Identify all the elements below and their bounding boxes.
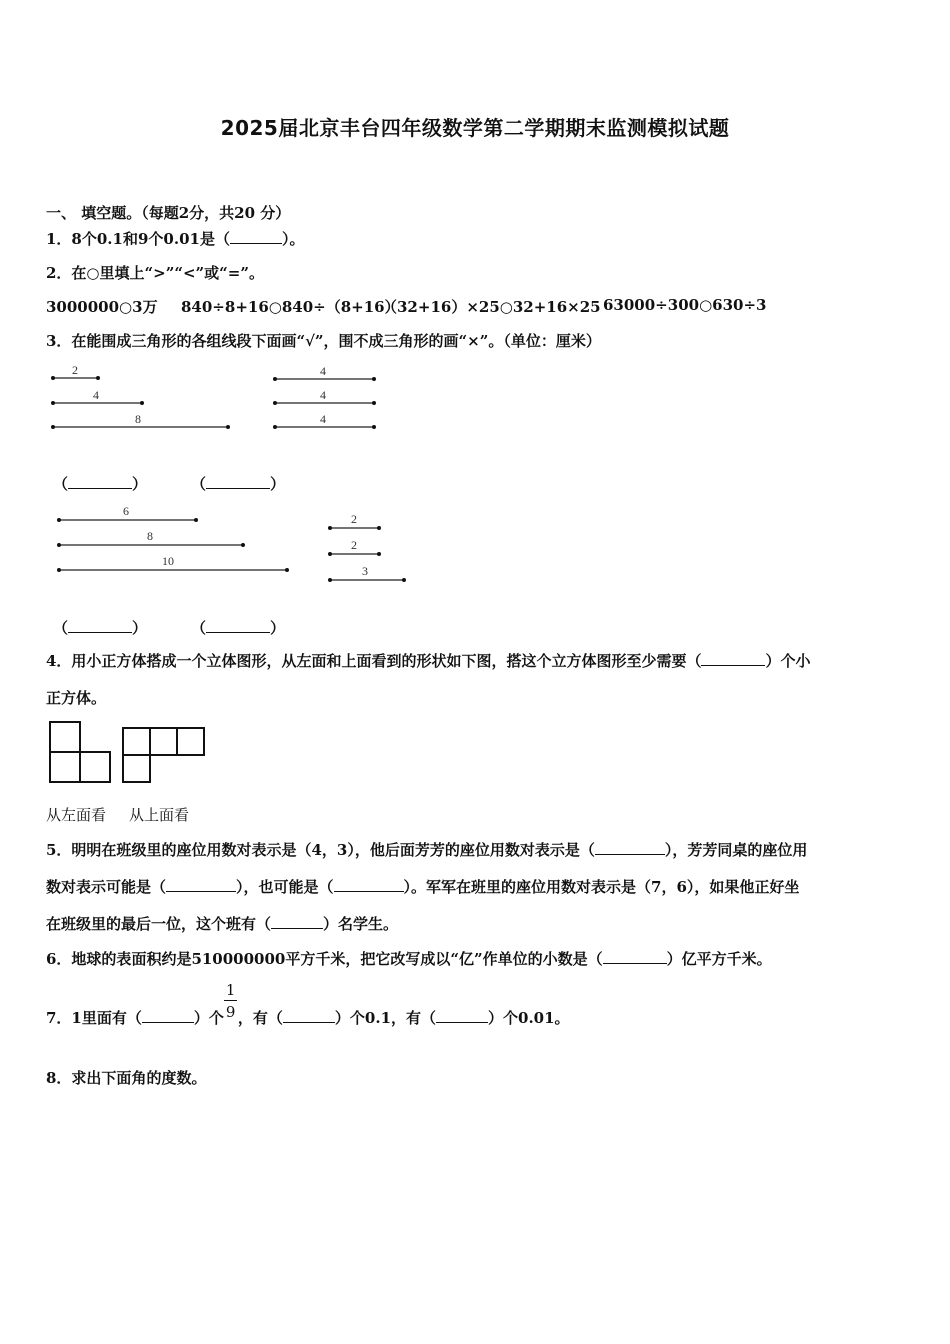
fraction-bar: [224, 1000, 237, 1001]
question-2: 2．在○里填上“>”“<”或“=”。: [46, 264, 264, 282]
q2-item-4[interactable]: 63000÷300○630÷3: [603, 296, 767, 314]
q6-answer-blank[interactable]: [603, 950, 667, 964]
close-paren: ）: [270, 475, 286, 493]
question-4: [46, 650, 810, 671]
segment-label: 3: [362, 564, 368, 578]
q1-text: 1．8个0.1和9个0.01是（: [46, 230, 230, 248]
segment-endpoint: [51, 376, 55, 380]
segment-label: 2: [72, 363, 78, 377]
segment-label: 4: [320, 388, 326, 402]
q4-left-view-figure: [50, 722, 110, 782]
answer-blank[interactable]: [206, 619, 270, 633]
segment-endpoint: [96, 376, 100, 380]
open-paren: （: [53, 475, 69, 493]
segment-endpoint: [372, 425, 376, 429]
q1-end: ）。: [281, 230, 305, 248]
q3-group-4: [328, 512, 406, 582]
q7-text: ）个0.1，有（: [334, 1009, 437, 1027]
cube-square: [123, 755, 150, 782]
open-paren: （: [53, 619, 69, 637]
q4-text-a: 4．用小正方体搭成一个立体图形，从左面和上面看到的形状如下图，搭这个立方体图形至少需要（: [46, 652, 702, 670]
q5-text: ）。军军在班里的座位用数对表示是（7，6），如果他正好坐: [403, 878, 800, 896]
q3-answer-3[interactable]: [53, 617, 147, 638]
answer-blank[interactable]: [68, 475, 132, 489]
cube-square: [50, 722, 80, 752]
close-paren: ）: [132, 475, 148, 493]
question-5-line-3: [46, 913, 398, 934]
question-8: 8．求出下面角的度数。: [46, 1069, 207, 1087]
q3-group-1: [51, 363, 230, 429]
segment-endpoint: [273, 377, 277, 381]
section-heading: 一、 填空题。（每题2分，共20 分）: [46, 204, 291, 222]
page-title: 2025届北京丰台四年级数学第二学期期末监测模拟试题: [220, 116, 730, 140]
segment-label: 6: [123, 504, 129, 518]
open-paren: （: [191, 619, 207, 637]
segment-endpoint: [377, 526, 381, 530]
segment-label: 4: [320, 412, 326, 426]
close-paren: ）: [270, 619, 286, 637]
segment-label: 2: [351, 538, 357, 552]
q5-text: ），也可能是（: [236, 878, 334, 896]
segment-label: 2: [351, 512, 357, 526]
q3-answer-1[interactable]: [53, 473, 147, 494]
segment-endpoint: [377, 552, 381, 556]
segment-endpoint: [57, 518, 61, 522]
segment-label: 8: [135, 412, 141, 426]
q2-item-2[interactable]: 840÷8+16○840÷（8+16）: [181, 298, 400, 316]
segment-endpoint: [57, 568, 61, 572]
question-5-line-1: [46, 839, 807, 860]
q5-text: 在班级里的最后一位，这个班有（: [46, 915, 272, 933]
question-6: [46, 948, 772, 969]
question-7: [46, 981, 570, 1028]
q5-answer-blank-3[interactable]: [334, 878, 404, 892]
cube-square: [123, 728, 150, 755]
segment-endpoint: [57, 543, 61, 547]
q3-group-2: [273, 364, 376, 429]
q5-text: 5．明明在班级里的座位用数对表示是（4，3），他后面芳芳的座位用数对表示是（: [46, 841, 595, 859]
segment-endpoint: [241, 543, 245, 547]
segment-label: 8: [147, 529, 153, 543]
segment-label: 10: [162, 554, 174, 568]
q7-answer-blank-3[interactable]: [436, 1009, 488, 1023]
q7-answer-blank-2[interactable]: [283, 1009, 335, 1023]
close-paren: ）: [132, 619, 148, 637]
q7-text: ）个0.01。: [488, 1009, 570, 1027]
q6-text: 6．地球的表面积约是510000000平方千米，把它改写成以“亿”作单位的小数是（: [46, 950, 603, 968]
segment-endpoint: [372, 377, 376, 381]
q5-answer-blank-2[interactable]: [166, 878, 236, 892]
segment-endpoint: [273, 401, 277, 405]
question-3: 3．在能围成三角形的各组线段下面画“√”，围不成三角形的画“×”。（单位：厘米）: [46, 332, 601, 350]
q3-answer-4[interactable]: [191, 617, 285, 638]
q6-text: ）亿平方千米。: [666, 950, 772, 968]
q4-top-view-figure: [123, 728, 204, 782]
question-5-line-2: [46, 876, 799, 897]
cube-square: [150, 728, 177, 755]
fraction-one-ninth: [224, 981, 238, 1027]
q4-text-b: ）个小: [765, 652, 811, 670]
cube-square: [177, 728, 204, 755]
fraction-denominator: 9: [225, 1003, 236, 1021]
q4-caption-left: 从左面看: [46, 806, 107, 824]
q3-group-3: [57, 504, 289, 572]
q3-answer-2[interactable]: [191, 473, 285, 494]
q7-text: ，有（: [237, 1009, 283, 1027]
q7-text: 7．1里面有（: [46, 1009, 142, 1027]
q4-caption-top: 从上面看: [129, 806, 190, 824]
segment-endpoint: [402, 578, 406, 582]
cube-square: [50, 752, 80, 782]
q7-answer-blank-1[interactable]: [142, 1009, 194, 1023]
q7-text: ）个: [193, 1009, 224, 1027]
cube-square: [80, 752, 110, 782]
answer-blank[interactable]: [206, 475, 270, 489]
segment-endpoint: [285, 568, 289, 572]
answer-blank[interactable]: [68, 619, 132, 633]
q4-answer-blank[interactable]: [701, 652, 765, 666]
q5-text: ）名学生。: [323, 915, 399, 933]
fraction-numerator: 1: [225, 981, 236, 999]
q2-item-1[interactable]: 3000000○3万: [46, 298, 158, 316]
q5-text: ），芳芳同桌的座位用: [664, 841, 808, 859]
segment-label: 4: [93, 388, 99, 402]
q5-answer-blank-1[interactable]: [595, 841, 665, 855]
segment-endpoint: [51, 401, 55, 405]
segment-endpoint: [226, 425, 230, 429]
q2-item-3[interactable]: （32+16）×25○32+16×25: [382, 298, 601, 316]
segment-endpoint: [140, 401, 144, 405]
segment-endpoint: [328, 578, 332, 582]
segment-endpoint: [372, 401, 376, 405]
q4-text-c: 正方体。: [46, 689, 107, 707]
segment-endpoint: [328, 526, 332, 530]
segment-endpoint: [51, 425, 55, 429]
q5-text: 数对表示可能是（: [46, 878, 167, 896]
segment-label: 4: [320, 364, 326, 378]
open-paren: （: [191, 475, 207, 493]
segment-endpoint: [328, 552, 332, 556]
segment-endpoint: [273, 425, 277, 429]
q5-answer-blank-4[interactable]: [271, 915, 323, 929]
segment-endpoint: [194, 518, 198, 522]
